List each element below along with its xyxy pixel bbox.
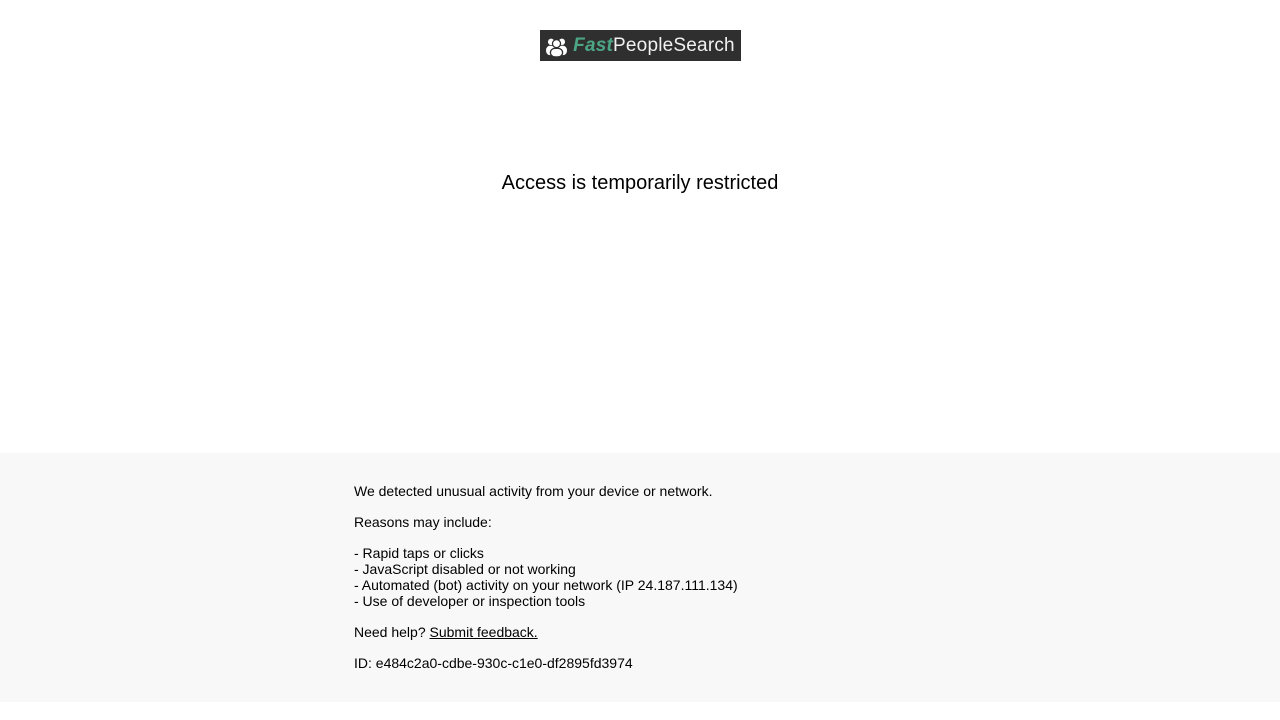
users-group-icon [545, 36, 568, 57]
reason-item: - Rapid taps or clicks [354, 545, 484, 561]
logo-fast-text: Fast [573, 34, 614, 56]
reason-item: - Use of developer or inspection tools [354, 593, 586, 609]
fastpeoplesearch-logo[interactable] [540, 30, 741, 61]
help-prefix-text: Need help? [354, 624, 430, 640]
reason-item: - JavaScript disabled or not working [354, 561, 576, 577]
request-id-text: ID: e484c2a0-cdbe-930c-c1e0-df2895fd3974 [354, 655, 633, 671]
restriction-info-panel [0, 453, 1280, 702]
reasons-block [354, 514, 926, 530]
restriction-info-content [354, 483, 926, 671]
logo-peoplesearch-text: PeopleSearch [613, 34, 735, 56]
help-line [354, 624, 926, 640]
page-title: Access is temporarily restricted [501, 172, 779, 194]
header [0, 0, 1280, 61]
reasons-title: Reasons may include: [354, 514, 492, 530]
submit-feedback-link[interactable]: Submit feedback. [429, 624, 538, 640]
reason-item: - Automated (bot) activity on your network (IP 24.187.111.134) [354, 577, 738, 593]
detected-activity-text: We detected unusual activity from your device or network. [354, 483, 713, 499]
